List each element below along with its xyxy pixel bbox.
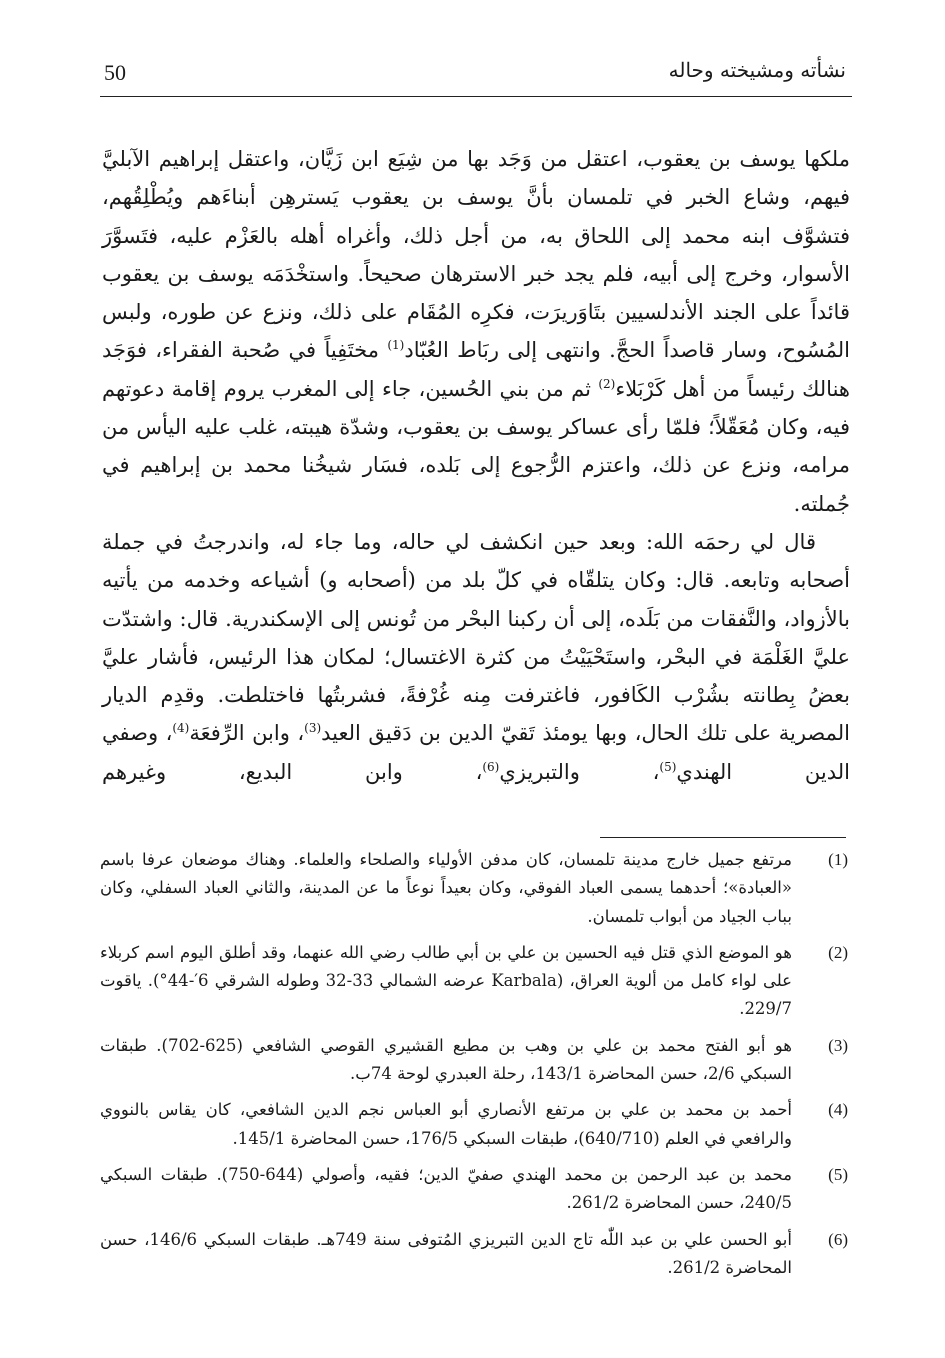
- paragraph-1-part-3: ثم من بني الحُسين، جاء إلى المغرب يروم إقامة دعوتهم فيه، وكان مُعَقّلاً؛ فلمّا رأى عساكر يوسف بن يعقوب، وشدّة هيبته، غلب عليه اليأس من مرامه، ونزع عن ذلك، واعتزم الرُّجوع إلى بَلده، فسَار شيخُنا محمد بن إبراهيم في جُملته.: [102, 376, 850, 516]
- footnote-text: مرتفع جميل خارج مدينة تلمسان، كان مدفن الأولياء والصلحاء والعلماء. وهناك موضعان عرفا باسم «العبادة»؛ أحدهما يسمى العباد الفوقي، وكان بعيداً نوعاً ما عن المدينة، والثاني العباد السفلي، وكان بباب الجياد من أبواب تلمسان.: [100, 850, 792, 926]
- footnote-number: (2): [828, 942, 848, 962]
- paragraph-2-part-4: ، والتبريزي: [499, 759, 660, 784]
- footnote-5: [100, 1161, 852, 1218]
- footnote-1: [100, 846, 852, 931]
- footnote-ref-5: (5): [659, 759, 677, 774]
- footnote-text: هو الموضع الذي قتل فيه الحسين بن علي بن أبي طالب رضي الله عنهما، وقد أطلق اليوم اسم كربلاء على لواء كامل من ألوية العراق، (Karbala عرضه الشمالي 33-32 وطوله الشرقي 6′-44°). ياقوت 229/7.: [100, 942, 793, 1019]
- paragraph-1: [102, 140, 850, 523]
- paragraph-1-part-2: مختَفِياً في صُحبة الفقراء، فوَجَد هنالك رئيساً من أهل كَرْبَلاء: [102, 338, 850, 401]
- footnote-number: (5): [828, 1164, 848, 1184]
- footnote-text: هو أبو الفتح محمد بن علي بن وهب بن مطيع القشيري القوصي الشافعي (625-702). طبقات السبكي 2/6، حسن المحاضرة 143/1، رحلة العبدري لوحة 74ب.: [100, 1035, 792, 1084]
- paragraph-1-part-1: ملكها يوسف بن يعقوب، اعتقل من وَجَد بها من شِيَع ابن زَيَّان، واعتقل إبراهيم الآبليَّ فيهم، وشاع الخبر في تلمسان بأنَّ يوسف بن يعقوب يَسترهِن أبناءَهم ويُطْلِقُهم، فتشوَّف ابنه محمد إلى اللحاق به، من أجل ذلك، وأغراه أهله بالعَزْم عليه، فتَسوَّرَ الأسوار، وخرج إلى أبيه، فلم يجد خبر الاسترهان صحيحاً. واستخْدَمَه يوسف بن يعقوب قائداً على الجند الأندلسيين بتَاوَريرَت، فكرِه المُقَام على ذلك، ونزع عن طوره، ولبس المُسُوح، وسار قاصداً الحجَّ. وانتهى إلى ربَاط العُبّاد: [102, 147, 850, 363]
- page-number: 50: [104, 60, 126, 85]
- page-header: [100, 58, 852, 97]
- paragraph-2-part-5: ، وابن البديع، وغيرهم: [102, 759, 483, 784]
- footnote-6: [100, 1226, 852, 1283]
- footnote-3: [100, 1032, 852, 1089]
- footnote-number: (1): [828, 850, 848, 869]
- main-text: [102, 140, 850, 791]
- footnote-ref-6: (6): [482, 759, 500, 774]
- footnote-text: محمد بن عبد الرحمن بن محمد الهندي صفيّ الدين؛ فقيه، وأصولي (644-750). طبقات السبكي 240/5، حسن المحاضرة 261/2.: [100, 1164, 792, 1213]
- footnotes: [100, 846, 852, 1290]
- footnote-text: أحمد بن محمد بن علي بن مرتفع الأنصاري أبو العباس نجم الدين الشافعي، كان يقاس بالنووي والرافعي في العلم (640/710)، طبقات السبكي 176/5، حسن المحاضرة 145/1.: [100, 1100, 792, 1148]
- footnote-2: [100, 939, 852, 1024]
- running-title: نشأته ومشيخته وحاله: [668, 58, 846, 82]
- footnote-ref-3: (3): [304, 721, 322, 736]
- footnote-ref-4: (4): [172, 721, 190, 736]
- footnote-number: (6): [828, 1229, 848, 1249]
- footnote-ref-2: (2): [598, 376, 616, 391]
- paragraph-2-part-1: قال لي رحمَه الله: وبعد حين انكشف لي حاله، وما جاء له، واندرجتُ في جملة أصحابه وتابعه. قال: وكان يتلقّاه في كلّ بلد من (أصحابه و) أشياعه وخدمه من يأتيه بالأزواد، والنَّفقات من بَلَده، إلى أن ركبنا البحْر من تُونس إلى الإسكندرية. قال: واشتدّت عليَّ الغَلْمَة في البحْر، واستَحْيَيْتُ من كثرة الاغتسال؛ لمكان هذا الرئيس، فأشار عليَّ بعضُ بِطانته بشُرْب الكَافور، فاغترفت مِنه غُرْفةً، فشربتُها فاختلطت. وقدِم الديار المصرية على تلك الحال، وبها يومئذ تَقيّ الدين بن دَقيق العيد: [102, 529, 850, 746]
- footnote-number: (4): [828, 1100, 848, 1120]
- footnote-number: (3): [828, 1035, 848, 1055]
- footnote-ref-1: (1): [387, 338, 405, 353]
- paragraph-2-part-3: ، وصفي الدين الهندي: [102, 721, 850, 784]
- footnote-text: أبو الحسن علي بن عبد اللّٰه تاج الدين التبريزي المُتوفى سنة 749هـ. طبقات السبكي 146/6، حسن المحاضرة 261/2.: [100, 1229, 792, 1277]
- footnote-separator: [600, 837, 846, 838]
- footnote-4: [100, 1096, 852, 1153]
- paragraph-2: [102, 523, 850, 791]
- paragraph-2-part-2: ، وابن الرِّفعَة: [189, 721, 305, 746]
